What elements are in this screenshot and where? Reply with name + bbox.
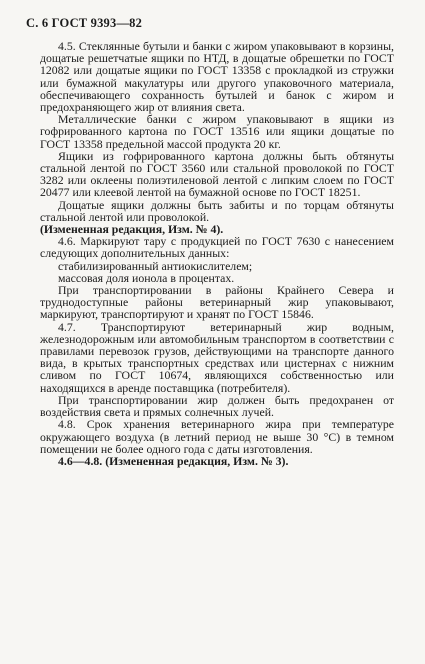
- amendment-note: (Измененная редакция, Изм. № 4).: [40, 222, 224, 237]
- paragraph: При транспортировании жир должен быть предохранен от воздействия света и прямых солнечных лучей.: [40, 392, 394, 420]
- paragraph: Дощатые ящики должны быть забиты и по торцам обтянуты стальной лентой или проволокой.: [40, 197, 394, 224]
- document-body: [40, 40, 394, 467]
- page-header: С. 6 ГОСТ 9393—82: [26, 16, 143, 30]
- paragraph: 4.5. Стеклянные бутыли и банки с жиром упаковывают в корзины, дощатые решетчатые ящики по НТД, в дощатые обрешетки по ГОСТ 12082 или дощатые ящики по ГОСТ 13358 с прокладкой из стружки или бумажной макулатуры или другого упаковочного материала, обеспечивающего сохранность бутылей и банок с жиром и предохраняющего жир от влияния света.: [40, 39, 394, 115]
- paragraph: Ящики из гофрированного картона должны быть обтянуты стальной лентой по ГОСТ 3560 или стальной проволокой по ГОСТ 3282 или оклеены полиэтиленовой лентой с липким слоем по ГОСТ 20477 или клеевой лентой на бумажной основе по ГОСТ 18251.: [40, 148, 394, 200]
- list-item: стабилизированный антиокислителем;: [58, 258, 253, 273]
- paragraph: 4.6. Маркируют тару с продукцией по ГОСТ 7630 с нанесением следующих дополнительных данных:: [40, 234, 394, 261]
- paragraph: 4.8. Срок хранения ветеринарного жира при температуре окружающего воздуха (в летний период не выше 30 °С) в темном помещении не более одного года с даты изготовления.: [40, 417, 394, 456]
- paragraph: 4.7. Транспортируют ветеринарный жир водным, железнодорожным или автомобильным транспортом в соответствии с правилами перевозок грузов, действующими на транспорте данного вида, в крытых транспортных средствах или цистернах с нижним сливом по ГОСТ 10674, являющихся собственностью или находящихся в аренде поставщика (потребителя).: [40, 319, 394, 395]
- list-item: массовая доля ионола в процентах.: [58, 270, 235, 285]
- paragraph: При транспортировании в районы Крайнего Севера и труднодоступные районы ветеринарный жир упаковывают, маркируют, транспортируют и хранят по ГОСТ 15846.: [40, 283, 394, 322]
- amendment-note: 4.6—4.8. (Измененная редакция, Изм. № 3).: [58, 453, 289, 468]
- paragraph: Металлические банки с жиром упаковывают в ящики из гофрированного картона по ГОСТ 13516 или ящики дощатые по ГОСТ 13358 предельной массой продукта 20 кг.: [40, 112, 394, 151]
